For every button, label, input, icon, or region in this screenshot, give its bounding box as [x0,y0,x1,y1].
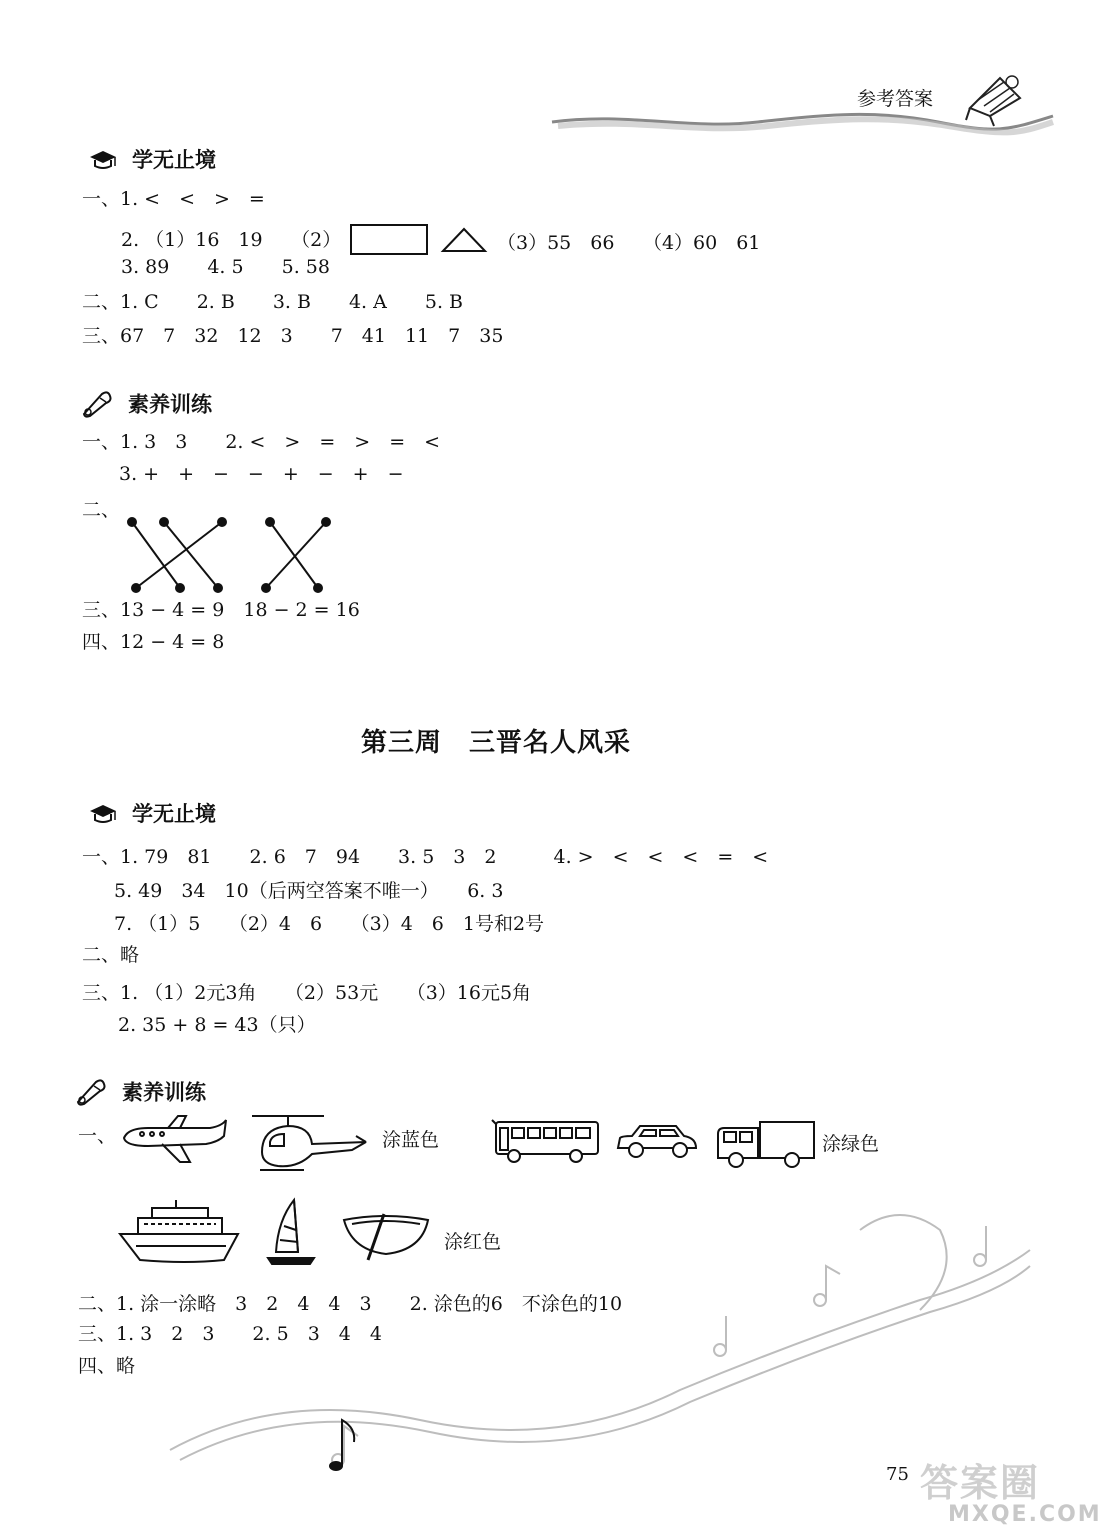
section-title-text: 学无止境 [132,802,216,826]
answer-line: 二、略 [82,944,140,966]
section-title-text: 素养训练 [122,1080,206,1105]
answer-line: 3. 89 4. 5 5. 58 [121,256,330,278]
section-title-suyangxunlian [74,1076,206,1111]
scroll-icon [74,1076,108,1111]
answer-line: （3）55 66 （4）60 61 [497,232,761,254]
section-title-text: 学无止境 [132,148,216,172]
answer-line: 三、67 7 32 12 3 7 41 11 7 35 [82,325,504,347]
watermark-url: MXQE.COM [948,1502,1102,1527]
section-title-xuewuzhijing [88,144,216,175]
header-title: 参考答案 [857,88,934,110]
music-notes-decoration [160,1190,1040,1490]
answer-line: 2. （1）16 19 （2） [121,229,342,251]
chapter-title: 第三周 三晋名人风采 [361,728,632,758]
answer-line: 二、1. C 2. B 3. B 4. A 5. B [82,291,463,313]
answer-line: 二、 [82,499,121,521]
answer-line: 3. + + − − + − + − [119,463,404,485]
coloring-instruction: 涂蓝色 [382,1129,440,1151]
coloring-instruction: 涂绿色 [822,1133,880,1155]
triangle-shape [440,226,488,254]
matching-lines-diagram [120,512,340,596]
watermark-logo: 答案圈 [920,1461,1041,1505]
answer-line: 二、1. 涂一涂略 3 2 4 4 3 2. 涂色的6 不涂色的10 [78,1293,623,1315]
answer-line: 四、略 [78,1355,136,1377]
truck-icon [714,1114,818,1174]
answer-line: 一、 [78,1125,117,1147]
section-title-xuewuzhijing [88,798,216,829]
header-wave-decoration [548,60,1058,140]
bus-icon [488,1116,602,1166]
graduation-cap-icon [88,802,118,829]
answer-line: 7. （1）5 （2）4 6 （3）4 6 1号和2号 [114,913,545,935]
answer-line: 一、1. 3 3 2. < > = > = < [82,431,441,453]
coloring-instruction: 涂红色 [444,1231,502,1253]
rectangle-shape [350,224,428,255]
answer-line: 5. 49 34 10（后两空答案不唯一） 6. 3 [114,880,504,902]
scroll-icon [80,388,114,423]
beach-chair-icon [966,76,1020,126]
helicopter-icon [248,1112,372,1172]
graduation-cap-icon [88,148,118,175]
answer-line: 一、1. 79 81 2. 6 7 94 3. 5 3 2 4. > < < < = < [82,846,769,868]
car-icon [614,1120,700,1162]
section-title-text: 素养训练 [128,392,212,417]
answer-line: 三、13 − 4 = 9 18 − 2 = 16 [82,599,360,621]
answer-line: 三、1. （1）2元3角 （2）53元 （3）16元5角 [82,982,532,1004]
answer-line: 一、1. < < > = [82,188,265,210]
airplane-icon [118,1110,230,1166]
answer-line: 三、1. 3 2 3 2. 5 3 4 4 [78,1323,382,1345]
answer-line: 四、12 − 4 = 8 [82,631,225,653]
page-number: 75 [886,1464,909,1485]
answer-line: 2. 35 + 8 = 43（只） [118,1014,316,1036]
section-title-suyangxunlian [80,388,212,423]
